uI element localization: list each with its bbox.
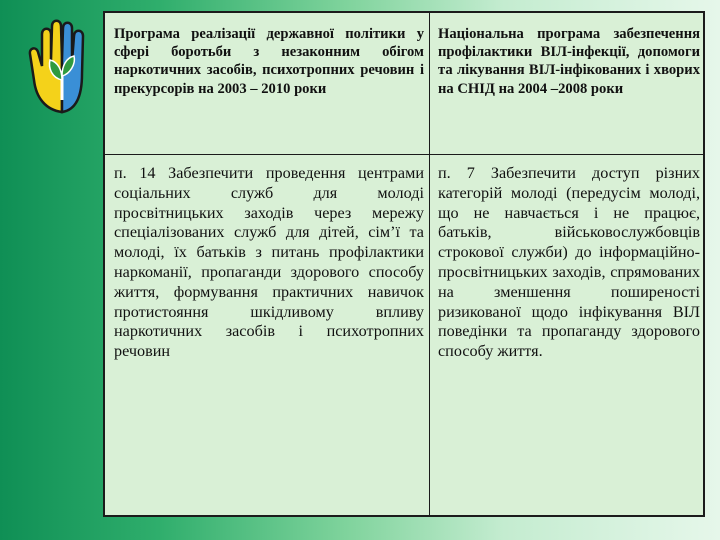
body-text-hiv-program: п. 7 Забезпечити доступ різних категорій молоді (передусім молоді, що не навчається і не працює, батьків, військовослужбовців строкової служби) до інформаційно-просвітницьких заходів, спрямованих на зменшення поширеності ризикованої щодо інфікування ВІЛ поведінки та пропаганду здорового способу життя. (438, 164, 700, 361)
row-divider (105, 154, 703, 155)
hand-leaf-icon (24, 14, 104, 114)
body-cell-hiv-program (438, 164, 700, 362)
body-cell-drug-program (114, 164, 424, 362)
body-text-drug-program: п. 14 Забезпечити проведення центрами соціальних служб для молоді просвітницьких заходів через мережу спеціалізованих служб для дітей, сім’ї та молоді, їх батьків з питань профілактики наркоманії, пропаганди здорового способу життя, формування практичних навичок протистояння шкідливому впливу наркотичних засобів і психотропних речовин (114, 164, 424, 361)
header-cell-hiv-program (438, 25, 700, 98)
header-text-hiv-program: Національна програма забезпечення профілактики ВІЛ-інфекції, допомоги та лікування ВІЛ-інфікованих і хворих на СНІД на 2004 –2008 роки (438, 26, 700, 97)
hand-leaf-logo (24, 14, 104, 114)
column-divider (429, 13, 430, 515)
header-text-drug-program: Програма реалізації державної політики у сфері боротьби з незаконним обігом наркотичних засобів, психотропних речовин і прекурсорів на 2003 – 2010 роки (114, 26, 424, 97)
program-comparison-table (103, 11, 705, 517)
header-cell-drug-program (114, 25, 424, 98)
